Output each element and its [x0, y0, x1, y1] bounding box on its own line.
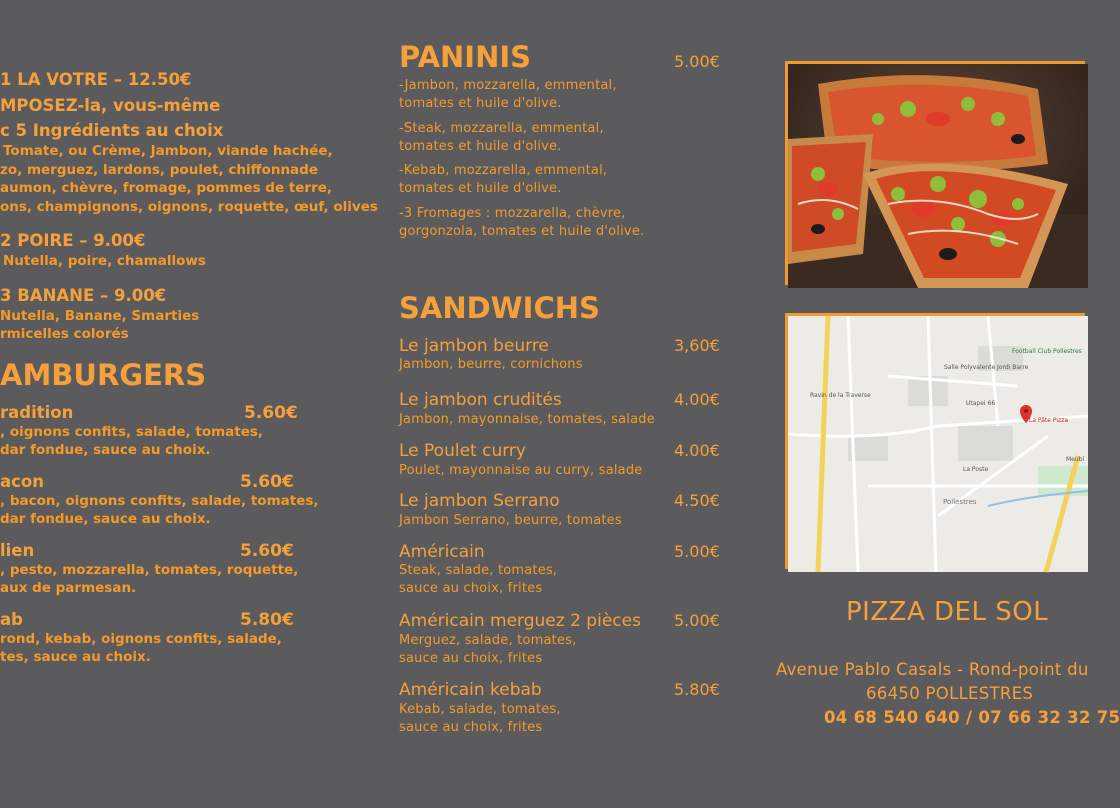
- burger-desc: aux de parmesan.: [0, 580, 137, 596]
- burger-price: 5.60€: [240, 541, 294, 561]
- sandwich-desc: Jambon, beurre, cornichons: [399, 357, 583, 372]
- poire-title: 2 POIRE – 9.00€: [0, 231, 146, 250]
- votre-title: 1 LA VOTRE – 12.50€: [0, 70, 192, 89]
- map-label-poste: La Poste: [963, 466, 989, 473]
- sandwich-desc: sauce au choix, frites: [399, 720, 543, 735]
- burger-desc: tes, sauce au choix.: [0, 649, 151, 665]
- sandwich-desc: Poulet, mayonnaise au curry, salade: [399, 463, 643, 478]
- burger-name: lien: [0, 541, 35, 560]
- panini-line: tomates et huile d'olive.: [399, 139, 562, 154]
- votre-desc-4: ons, champignons, oignons, roquette, œuf, olives: [0, 199, 378, 215]
- sandwich-desc: sauce au choix, frites: [399, 651, 543, 666]
- paninis-heading: PANINIS: [399, 40, 532, 74]
- sandwich-name: Le Poulet curry: [399, 441, 526, 461]
- burger-desc: , bacon, oignons confits, salade, tomates,: [0, 493, 319, 509]
- map-label-utapei: Utapei 66: [966, 400, 996, 407]
- burger-desc: , oignons confits, salade, tomates,: [0, 424, 264, 440]
- sandwich-name: Américain merguez 2 pièces: [399, 611, 641, 631]
- burger-desc: dar fondue, sauce au choix.: [0, 442, 211, 458]
- sandwich-price: 5.80€: [674, 680, 720, 699]
- votre-desc-3: aumon, chèvre, fromage, pommes de terre,: [0, 180, 333, 196]
- sandwichs-heading: SANDWICHS: [399, 291, 600, 325]
- sandwich-desc: Jambon, mayonnaise, tomates, salade: [399, 412, 655, 427]
- panini-line: -Steak, mozzarella, emmental,: [399, 121, 604, 136]
- burger-price: 5.80€: [240, 610, 294, 630]
- sandwich-price: 3,60€: [674, 336, 720, 355]
- sandwich-price: 5.00€: [674, 542, 720, 561]
- burger-desc: , pesto, mozzarella, tomates, roquette,: [0, 562, 299, 578]
- sandwich-desc: Merguez, salade, tomates,: [399, 633, 577, 648]
- sandwich-desc: Kebab, salade, tomates,: [399, 702, 561, 717]
- map-label-ravin: Ravin de la Traverse: [810, 392, 871, 399]
- votre-desc-1: Tomate, ou Crème, Jambon, viande hachée,: [3, 143, 333, 159]
- burger-name: acon: [0, 472, 44, 491]
- map-label-salle: Salle Polyvalente Jordi Barre: [944, 364, 1029, 371]
- burgers-heading: AMBURGERS: [0, 358, 207, 392]
- sandwich-price: 4.00€: [674, 390, 720, 409]
- phone: 04 68 540 640 / 07 66 32 32 75: [824, 708, 1120, 727]
- burger-price: 5.60€: [240, 472, 294, 492]
- paninis-price: 5.00€: [674, 52, 720, 71]
- sandwich-price: 4.00€: [674, 441, 720, 460]
- panini-line: tomates et huile d'olive.: [399, 96, 562, 111]
- panini-line: tomates et huile d'olive.: [399, 181, 562, 196]
- restaurant-name: PIZZA DEL SOL: [846, 597, 1049, 627]
- map-label-football: Football Club Pollestres: [1012, 348, 1082, 355]
- sandwich-name: Américain: [399, 542, 485, 562]
- banane-desc-2: rmicelles colorés: [0, 326, 129, 342]
- banane-desc-1: Nutella, Banane, Smarties: [0, 308, 200, 324]
- sandwich-desc: sauce au choix, frites: [399, 581, 543, 596]
- burger-name: ab: [0, 610, 23, 629]
- map-label-pizza: La Pâte Pizza: [1029, 417, 1069, 424]
- panini-line: -Jambon, mozzarella, emmental,: [399, 78, 617, 93]
- burger-price: 5.60€: [244, 403, 298, 423]
- panini-line: gorgonzola, tomates et huile d'olive.: [399, 224, 645, 239]
- votre-desc-2: zo, merguez, lardons, poulet, chiffonnade: [0, 162, 318, 178]
- sandwich-name: Le jambon beurre: [399, 336, 549, 356]
- sandwich-name: Américain kebab: [399, 680, 542, 700]
- burger-name: radition: [0, 403, 74, 422]
- banane-title: 3 BANANE – 9.00€: [0, 286, 167, 305]
- burger-desc: dar fondue, sauce au choix.: [0, 511, 211, 527]
- panini-line: -Kebab, mozzarella, emmental,: [399, 163, 608, 178]
- sandwich-name: Le jambon Serrano: [399, 491, 560, 511]
- sandwich-price: 4.50€: [674, 491, 720, 510]
- pizza-image-icon: [788, 64, 1088, 288]
- map-label-meubles: Meubl: [1066, 456, 1085, 463]
- sandwich-desc: Steak, salade, tomates,: [399, 563, 558, 578]
- votre-line2: c 5 Ingrédients au choix: [0, 121, 224, 140]
- poire-desc: Nutella, poire, chamallows: [3, 253, 206, 269]
- burger-desc: rond, kebab, oignons confits, salade,: [0, 631, 282, 647]
- sandwich-name: Le jambon crudités: [399, 390, 562, 410]
- address: Avenue Pablo Casals - Rond-point du: [776, 660, 1089, 679]
- panini-line: -3 Fromages : mozzarella, chèvre,: [399, 206, 626, 221]
- sandwich-desc: Jambon Serrano, beurre, tomates: [399, 513, 622, 528]
- map-label-pollestres: Pollestres: [943, 498, 977, 506]
- votre-line1: MPOSEZ-la, vous-même: [0, 96, 221, 115]
- location-map[interactable]: [785, 313, 1085, 569]
- city: 66450 POLLESTRES: [866, 684, 1034, 703]
- pizza-photo: [785, 61, 1085, 285]
- sandwich-price: 5.00€: [674, 611, 720, 630]
